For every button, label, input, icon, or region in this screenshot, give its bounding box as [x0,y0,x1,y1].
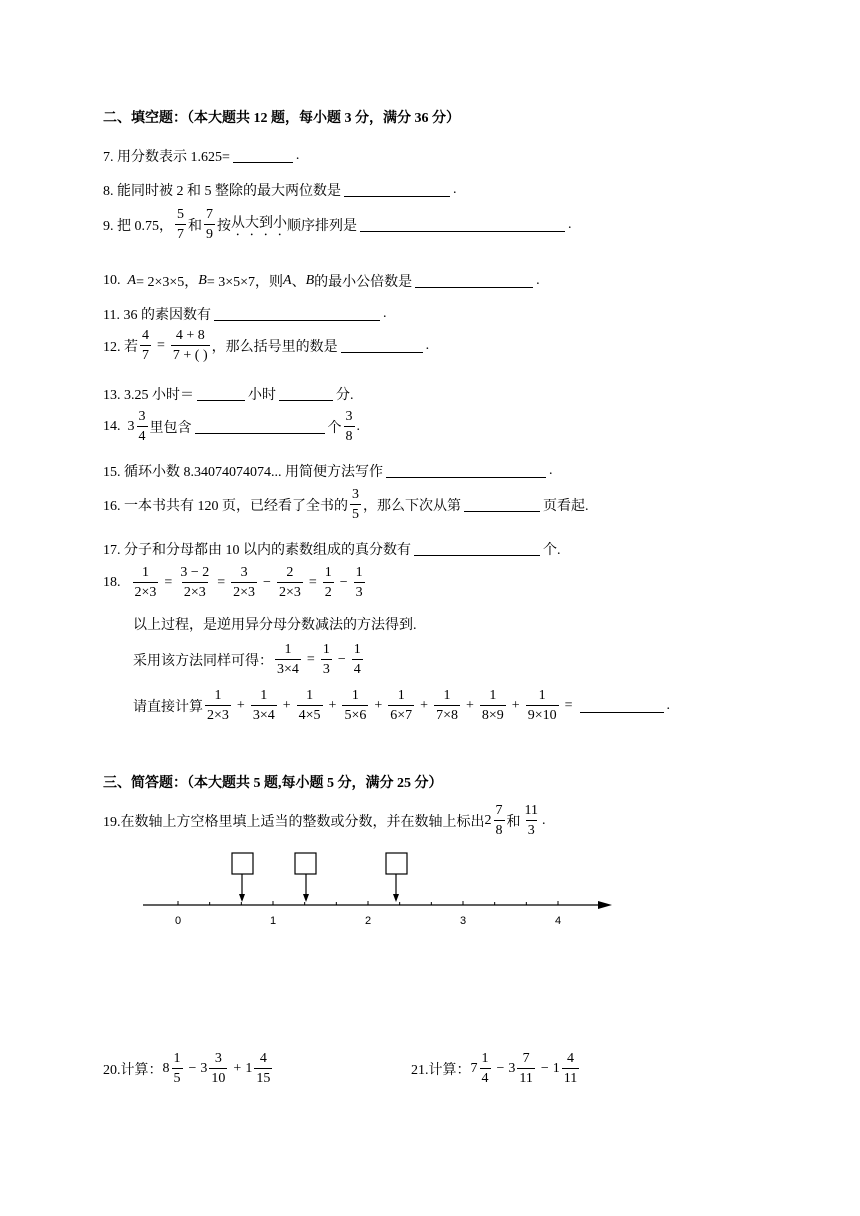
operator: − [337,652,346,667]
operator: = [564,698,573,713]
answer-blank[interactable] [414,554,540,556]
operator: − [339,575,348,590]
answer-blank-hours[interactable] [197,399,245,401]
operator: − [263,575,271,590]
fraction-expression [203,689,577,723]
question-text: 和 [188,219,202,234]
operator: = [308,575,317,590]
operator: = [164,575,173,590]
question-18-line-3 [133,689,670,723]
punctuation: . [541,813,546,828]
operator: + [328,698,337,713]
variable-b: B [198,273,207,288]
separator: 、 [291,275,306,290]
fraction: $\frac{1}{2\times 3}$ [134,565,157,600]
operator: = [306,652,315,667]
answer-blank[interactable] [195,432,325,434]
question-18-line-1 [103,566,367,600]
question-21: 21.计算： 7 $\frac{1}{4}$ − 3 $\frac{7}{11}$ − 1 $\frac{4}{11}$ [411,1051,578,1086]
punctuation: . [425,338,430,353]
operator: = [217,575,226,590]
question-7 [103,146,299,166]
expression: = 3×5×7，则 [206,275,283,290]
mixed-whole: 2 [484,813,492,828]
variable-a: A [127,273,137,288]
question-text: 19.在数轴上方空格里填上适当的整数或分数，并在数轴上标出 [103,815,485,830]
fraction: $\frac{1}{3}$ [322,642,330,677]
fraction: $\frac{1}{3\times 4}$ [277,642,299,677]
question-text: 顺序排列是 [287,219,357,234]
punctuation: 个. [543,543,561,558]
answer-blank-minutes[interactable] [279,399,333,401]
question-9 [103,208,572,242]
question-number: 10. [103,273,121,288]
question-20: 20.计算： 8 $\frac{1}{5}$ − 3 $\frac{3}{10}$ + 1 $\frac{4}{15}$ [103,1051,271,1086]
expression: = 2×3×5， [136,275,199,290]
fraction: $\frac{1}{7\times 8}$ [436,688,458,723]
fraction: $\frac{3}{4}$ [138,409,146,444]
fraction: $\frac{1}{2\times 3}$ [207,688,229,723]
question-text: 21.计算： [411,1063,471,1078]
answer-blank[interactable] [233,161,293,163]
question-text: 7. 用分数表示 1.625= [103,150,230,165]
punctuation: . [453,182,457,197]
question-text: 11. 36 的素因数有 [103,308,211,323]
question-18-line-2 [133,643,365,677]
question-14 [103,410,360,444]
fraction: $\frac{7}{11}$ [519,1051,533,1086]
section-heading-fill-blank: 二、填空题：（本大题共 12 题，每小题 3 分，满分 36 分） [103,111,460,126]
section-heading-short-answer: 三、简答题：（本大题共 5 题,每小题 5 分，满分 25 分） [103,776,443,791]
fraction: $\frac{4 + 8}{7 + ( )}$ [172,328,208,363]
punctuation: . [536,273,540,288]
question-19 [103,804,545,838]
variable-a: A [283,273,292,288]
variable-b: B [305,273,315,288]
answer-blank[interactable] [464,510,540,512]
punctuation: 分. [336,388,354,403]
question-text: 16. 一本书共有 120 页，已经看了全书的 [103,499,348,514]
question-text: 采用该方法同样可得： [133,654,273,669]
answer-blank[interactable] [580,711,664,713]
answer-blank[interactable] [360,230,565,232]
answer-blank[interactable] [415,286,533,288]
punctuation: . [382,306,387,321]
fraction: $\frac{3}{2\times 3}$ [233,565,256,600]
emphasis-text: 从大到小 [231,215,287,231]
fraction: $\frac{2}{2\times 3}$ [278,565,301,600]
fraction: $\frac{1}{9\times 10}$ [527,688,557,723]
fraction: $\frac{1}{8\times 9}$ [481,688,504,723]
operator: + [465,698,474,713]
answer-blank[interactable] [214,319,380,321]
question-number: 18. [103,575,121,590]
fraction: $\frac{11}{3}$ [524,803,538,838]
fraction: $\frac{4}{7}$ [142,328,149,363]
fraction: $\frac{4}{15}$ [256,1051,271,1086]
tick-labels [175,915,561,927]
fraction: $\frac{5}{7}$ [177,207,184,242]
answer-blank[interactable] [344,195,450,197]
question-text: 12. 若 [103,340,138,355]
punctuation: 页看起. [543,499,589,514]
answer-box-3[interactable] [386,853,407,902]
operator: + [374,698,383,713]
question-text: 小时 [248,388,276,403]
fraction: $\frac{1}{4\times 5}$ [298,688,321,723]
question-17 [103,539,561,559]
tick-label: 4 [554,915,562,927]
punctuation: . [356,419,360,434]
question-10 [103,271,540,291]
fraction: $\frac{7}{9}$ [206,207,213,242]
operator: + [282,698,291,713]
equals-sign: = [157,338,165,353]
punctuation: . [568,217,572,232]
question-text: 请直接计算 [133,700,203,715]
arrow-icon [598,901,612,909]
fraction: $\frac{3}{10}$ [211,1051,226,1086]
answer-box-1[interactable] [232,853,253,902]
question-text: 里包含 [149,421,192,436]
question-text: 个 [327,421,342,436]
question-text: 15. 循环小数 8.34074074074... 用简便方法写作 [103,465,383,480]
fraction: $\frac{1}{6\times 7}$ [390,688,413,723]
question-text: 和 [506,815,521,830]
answer-box-2[interactable] [295,853,316,902]
mixed-whole: 3 [127,419,135,434]
number-line-figure [140,848,620,933]
answer-blank[interactable] [341,351,423,353]
question-8 [103,180,457,200]
question-text: 20.计算： [103,1063,163,1078]
question-12 [103,329,429,363]
question-13 [103,384,354,404]
question-16 [103,488,589,522]
fraction: $\frac{1}{4}$ [481,1051,489,1086]
question-text: ，那么下次从第 [363,499,461,514]
tick-label: 0 [174,915,182,927]
fraction: $\frac{3 - 2}{2\times 3}$ [180,565,210,600]
tick-label: 1 [269,915,277,927]
fraction: $\frac{1}{4}$ [353,642,361,677]
fraction-expression [273,643,365,677]
punctuation: . [295,148,300,163]
fraction: $\frac{1}{2}$ [324,565,332,600]
fraction: $\frac{1}{3\times 4}$ [252,688,275,723]
question-number: 14. [103,419,121,434]
fraction: $\frac{1}{3}$ [355,565,363,600]
fraction: $\frac{1}{5}$ [173,1051,181,1086]
punctuation: . [666,698,670,713]
question-text: ，那么括号里的数是 [211,340,338,355]
answer-blank[interactable] [386,476,546,478]
question-text: 13. 3.25 小时＝ [103,388,194,403]
fraction: $\frac{1}{5\times 6}$ [344,688,367,723]
punctuation: . [549,463,553,478]
fraction: $\frac{7}{8}$ [495,803,503,838]
fraction: $\frac{3}{8}$ [345,409,353,444]
operator: + [236,698,245,713]
question-text: 9. 把 0.75， [103,219,173,234]
fraction: $\frac{3}{5}$ [352,487,359,522]
question-text: 的最小公倍数是 [314,275,413,290]
question-15 [103,461,553,481]
fraction: $\frac{4}{11}$ [563,1051,578,1086]
question-text: 按 [217,219,231,234]
question-18-note: 以上过程，是逆用异分母分数减法的方法得到. [133,618,417,633]
operator: + [420,698,429,713]
tick-label: 2 [364,915,372,927]
fraction-expression [131,566,367,600]
tick-label: 3 [459,915,467,927]
operator: + [511,698,520,713]
question-text: 17. 分子和分母都由 10 以内的素数组成的真分数有 [103,543,411,558]
question-text: 8. 能同时被 2 和 5 整除的最大两位数是 [103,184,341,199]
question-11 [103,304,386,324]
